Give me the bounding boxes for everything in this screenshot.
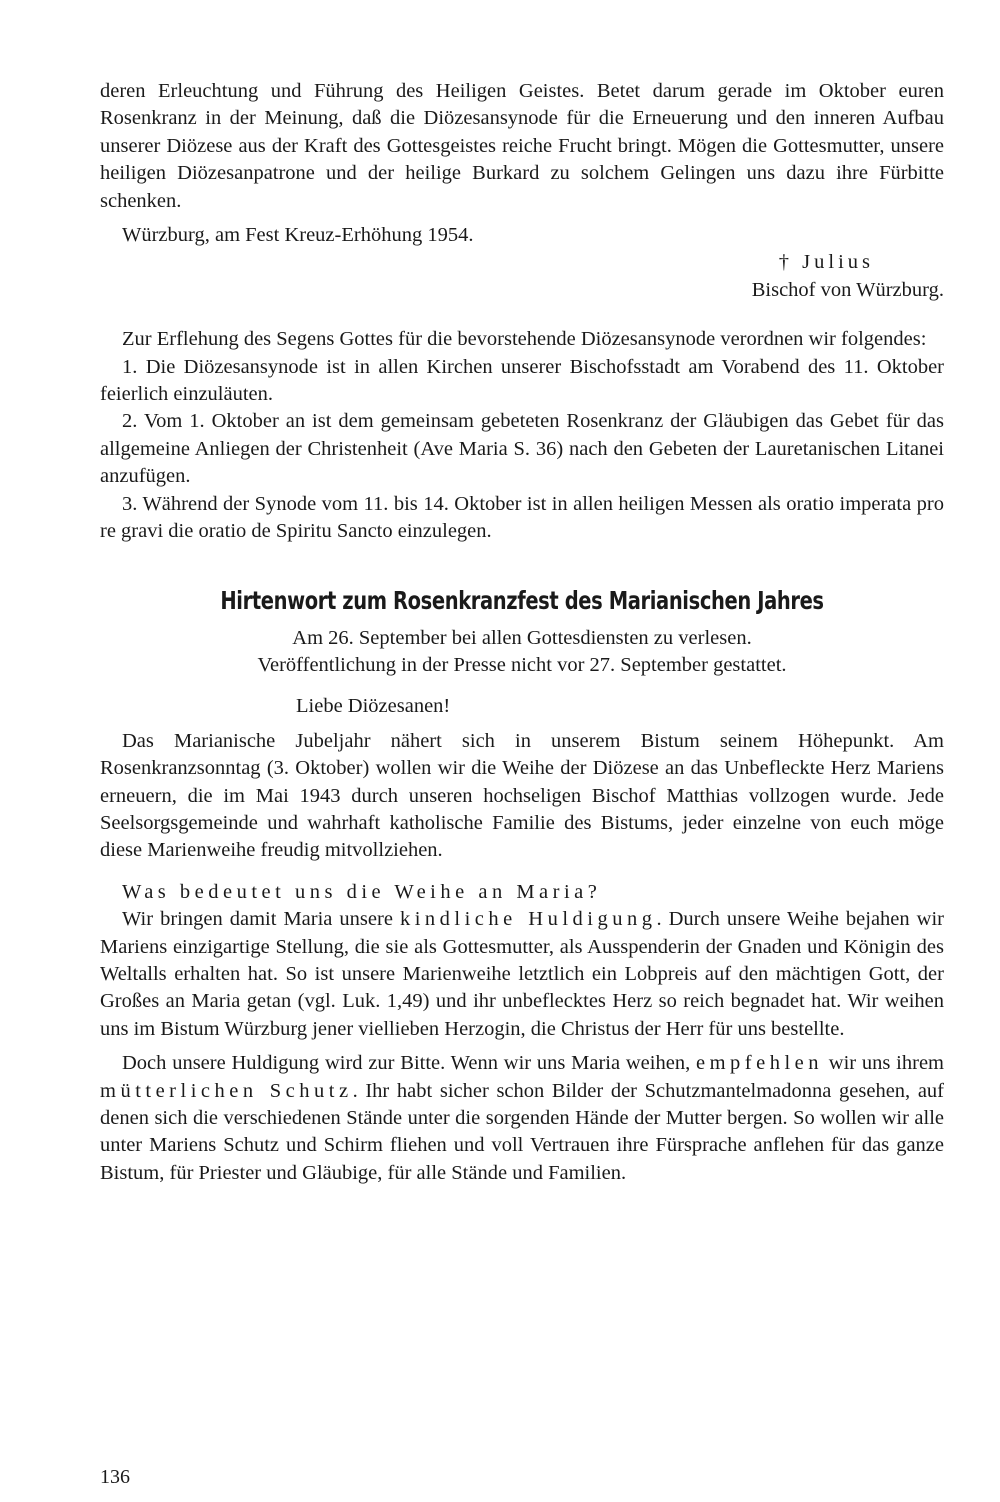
letter-paragraph-2 bbox=[100, 906, 944, 1043]
paragraph-3-start: Doch unsere Huldigung wird zur Bitte. Wenn wir uns Maria weihen, bbox=[122, 1052, 696, 1075]
paragraph-3-rest: . Ihr habt sicher schon Bilder der Schutzmantelmadonna gesehen, auf denen sich die verschiedenen Stände unter die sorgenden Hände der Mutter bergen. So wollen wir alle unter Mariens Schutz und Schirm fliehen und voll Vertrauen ihre Fürsprache anflehen für das ganze Bistum, für Priester und Gläubige, für alle Stände und Familien. bbox=[100, 1079, 945, 1184]
signature-title: Bischof von Würzburg. bbox=[751, 278, 944, 301]
subtitle-reading-date: Am 26. September bei allen Gottesdiensten zu verlesen. bbox=[292, 626, 752, 649]
paragraph-2-start: Wir bringen damit Maria unsere bbox=[122, 908, 400, 931]
paragraph-3-mid: wir uns ihrem bbox=[823, 1052, 944, 1075]
decree-item-3: 3. Während der Synode vom 11. bis 14. Oktober ist in allen heiligen Messen als oratio imperata pro re gravi die oratio de Spiritu Sancto einzulegen. bbox=[100, 492, 944, 543]
emphasis-kindliche-huldigung: kindliche Huldigung bbox=[399, 908, 657, 931]
place-date: Würzburg, am Fest Kreuz-Erhöhung 1954. bbox=[122, 224, 474, 247]
letter-paragraph-3 bbox=[100, 1050, 944, 1187]
signature-name: † Julius bbox=[778, 251, 874, 274]
decree-intro: Zur Erflehung des Segens Gottes für die bevorstehende Diözesansynode verordnen wir folgendes: bbox=[122, 328, 927, 351]
decree-item-1: 1. Die Diözesansynode ist in allen Kirchen unserer Bischofsstadt am Vorabend des 11. Oktober feierlich einzuläuten. bbox=[100, 355, 944, 406]
section-question: Was bedeutet uns die Weihe an Maria? bbox=[122, 880, 602, 903]
document-page bbox=[100, 78, 944, 1187]
page-number: 136 bbox=[100, 1466, 130, 1488]
decree-item-2: 2. Vom 1. Oktober an ist dem gemeinsam gebeteten Rosenkranz der Gläubigen das Gebet für das allgemeine Anliegen der Christenheit (Ave Maria S. 36) nach den Gebeten der Lauretanischen Litanei anzufügen. bbox=[100, 410, 944, 488]
paragraph-2-rest: . Durch unsere Weihe bejahen wir Mariens einzigartige Stellung, die sie als Gottesmutter, als Ausspenderin der Gnaden und Königin des Weltalls erhalten hat. So ist unsere Marienweihe letztlich ein Lobpreis auf den mächtigen Gott, der Großes an Maria getan (vgl. Luk. 1,49) und ihr unbeflecktes Herz so reich begnadet hat. Wir weihen uns im Bistum Würzburg jener viellieben Herzogin, die Christus der Herr für uns bestellte. bbox=[100, 908, 945, 1040]
pastoral-letter-title: Hirtenwort zum Rosenkranzfest des Marianischen Jahres bbox=[220, 585, 824, 615]
letter-paragraph-1: Das Marianische Jubeljahr nähert sich in unserem Bistum seinem Höhepunkt. Am Rosenkranzsonntag (3. Oktober) wollen wir die Weihe der Diözese an das Unbefleckte Herz Mariens erneuern, die im Mai 1943 durch unseren hochseligen Bischof Matthias vollzogen wurde. Jede Seelsorgsgemeinde und wahrhaft katholische Familie des Bistums, jeder einzelne von euch möge diese Marienweihe freudig mitvollziehen. bbox=[100, 729, 944, 862]
subtitle-press-note: Veröffentlichung in der Presse nicht vor 27. September gestattet. bbox=[257, 653, 787, 676]
intro-paragraph: deren Erleuchtung und Führung des Heiligen Geistes. Betet darum gerade im Oktober euren Rosenkranz in der Meinung, daß die Diözesansynode für die Erneuerung und den inneren Aufbau unserer Diözese aus der Kraft des Gottesgeistes reiche Frucht bringt. Mögen die Gottesmutter, unsere heiligen Diözesanpatrone und der heilige Burkard zu solchem Gelingen uns dazu ihre Fürbitte schenken. bbox=[100, 80, 944, 212]
salutation: Liebe Diözesanen! bbox=[296, 695, 451, 718]
emphasis-empfehlen: empfehlen bbox=[696, 1052, 824, 1075]
emphasis-muetterlichen-schutz: mütterlichen Schutz bbox=[100, 1079, 353, 1102]
